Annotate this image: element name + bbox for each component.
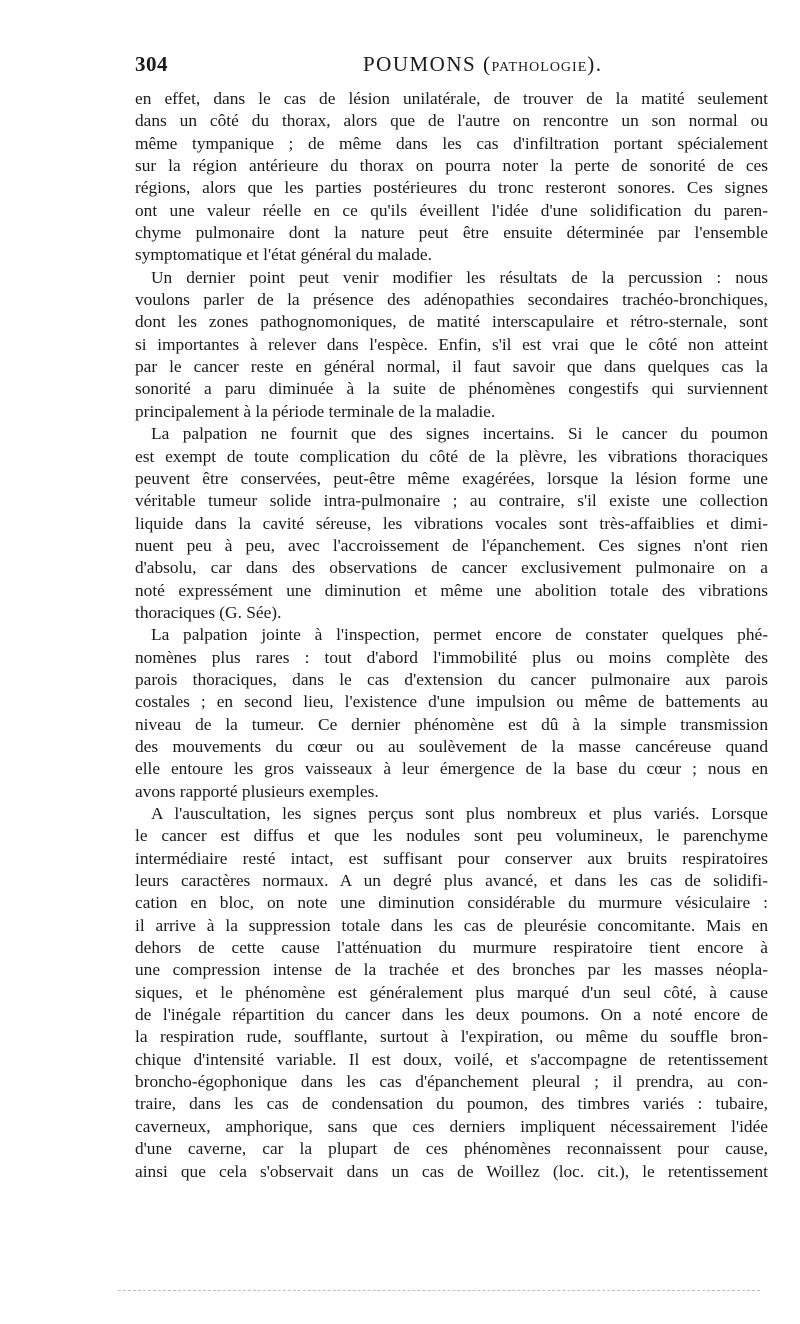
text-line: nuent peu à peu, avec l'accroissement de l'épanchement. Ces signes n'ont rien	[135, 535, 768, 555]
text-line: des mouvements du cœur ou au soulèvement de la masse cancéreuse quand	[135, 736, 768, 756]
text-line: véritable tumeur solide intra-pulmonaire ; au contraire, s'il existe une collection	[135, 491, 768, 511]
text-line: sonorité a paru diminuée à la suite de phénomènes congestifs qui surviennent	[135, 379, 768, 399]
text-line: cation en bloc, on note une diminution considérable du murmure vésiculaire :	[135, 893, 768, 913]
text-line: elle entoure les gros vaisseaux à leur émergence de la base du cœur ; nous en	[135, 759, 768, 779]
text-line: ainsi que cela s'observait dans un cas de Woillez (loc. cit.), le retentissement	[135, 1161, 768, 1181]
text-line: de l'inégale répartition du cancer dans les deux poumons. On a noté encore de	[135, 1005, 768, 1025]
text-line: Un dernier point peut venir modifier les résultats de la percussion : nous	[151, 267, 768, 287]
text-line: dont les zones pathognomoniques, de matité interscapulaire et rétro-sternale, sont	[135, 312, 768, 332]
page-header	[135, 52, 768, 82]
text-line: si importantes à relever dans l'espèce. Enfin, s'il est vrai que le côté non atteint	[135, 334, 768, 354]
page-number: 304	[135, 52, 168, 76]
text-line: voulons parler de la présence des adénopathies secondaires trachéo-bronchiques,	[135, 290, 768, 310]
text-line: nomènes plus rares : tout d'abord l'immobilité plus ou moins complète des	[135, 647, 768, 667]
text-line: La palpation ne fournit que des signes incertains. Si le cancer du poumon	[151, 424, 768, 444]
text-line: d'une caverne, car la plupart de ces phénomènes reconnaissent pour cause,	[135, 1139, 768, 1159]
text-line: liquide dans la cavité séreuse, les vibrations vocales sont très-affaiblies et dimi-	[135, 513, 768, 533]
text-line: chique d'intensité variable. Il est doux, voilé, et s'accompagne de retentissement	[135, 1049, 768, 1069]
text-line: traire, dans les cas de condensation du poumon, des timbres variés : tubaire,	[135, 1094, 768, 1114]
text-line: principalement à la période terminale de la maladie.	[135, 401, 496, 421]
text-line: broncho-égophonique dans les cas d'épanchement pleural ; il prendra, au con-	[135, 1072, 768, 1092]
text-line: en effet, dans le cas de lésion unilatérale, de trouver de la matité seulement	[135, 89, 768, 108]
body-text	[135, 88, 768, 1183]
text-line: noté expressément une diminution et même une abolition totale des vibrations	[135, 580, 768, 600]
text-line: une compression intense de la trachée et des bronches par les masses néopla-	[135, 960, 768, 980]
text-line: peuvent être conservées, peut-être même exagérées, lorsque la lésion forme une	[135, 468, 768, 488]
text-line: est exempt de toute complication du côté de la plèvre, les vibrations thoraciques	[135, 446, 768, 466]
footer-divider	[118, 1290, 760, 1291]
text-line: régions, alors que les parties postérieures du tronc resteront sonores. Ces signes	[135, 178, 768, 198]
text-line: leurs caractères normaux. A un degré plus avancé, et dans les cas de solidifi-	[135, 871, 768, 891]
text-line: dans un côté du thorax, alors que de l'autre on rencontre un son normal ou	[135, 111, 768, 131]
text-line: thoraciques (G. Sée).	[135, 602, 282, 622]
text-line: sur la région antérieure du thorax on pourra noter la perte de sonorité de ces	[135, 156, 768, 176]
running-title-subtitle: PATHOLOGIE	[491, 60, 588, 75]
text-line: siques, et le phénomène est généralement plus marqué d'un seul côté, à cause	[135, 982, 768, 1002]
text-line: par le cancer reste en général normal, il faut savoir que dans quelques cas la	[135, 357, 768, 377]
text-line: A l'auscultation, les signes perçus sont plus nombreux et plus variés. Lorsque	[151, 804, 768, 823]
text-line: symptomatique et l'état général du malade.	[135, 245, 432, 265]
text-line: avons rapporté plusieurs exemples.	[135, 781, 379, 801]
text-line: d'absolu, car dans des observations de cancer exclusivement pulmonaire on a	[135, 558, 768, 578]
text-line: ont une valeur réelle en ce qu'ils éveillent l'idée d'une solidification du paren-	[135, 200, 768, 220]
text-line: intermédiaire resté intact, est suffisant pour conserver aux bruits respiratoires	[135, 848, 768, 868]
text-line: chyme pulmonaire dont la nature peut être ensuite déterminée par l'ensemble	[135, 223, 768, 243]
running-title	[363, 52, 603, 77]
text-line: costales ; en second lieu, l'existence d'une impulsion ou même de battements au	[135, 692, 768, 712]
text-line: la respiration rude, soufflante, surtout à l'expiration, ou même du souffle bron-	[135, 1027, 768, 1047]
text-line: La palpation jointe à l'inspection, permet encore de constater quelques phé-	[151, 625, 768, 645]
text-line: caverneux, amphorique, sans que ces derniers impliquent nécessairement l'idée	[135, 1116, 768, 1136]
text-line: le cancer est diffus et que les nodules sont peu volumineux, le parenchyme	[135, 826, 768, 846]
running-title-main: POUMONS (	[363, 52, 492, 76]
text-line: parois thoraciques, dans le cas d'extension du cancer pulmonaire aux parois	[135, 669, 768, 689]
text-line: il arrive à la suppression totale dans les cas de pleurésie concomitante. Mais en	[135, 915, 768, 935]
running-title-end: ).	[587, 52, 603, 76]
text-line: niveau de la tumeur. Ce dernier phénomène est dû à la simple transmission	[135, 714, 768, 734]
text-line: même tympanique ; de même dans les cas d'infiltration portant spécialement	[135, 133, 768, 153]
text-line: dehors de cette cause l'atténuation du murmure respiratoire tient encore à	[135, 938, 768, 958]
